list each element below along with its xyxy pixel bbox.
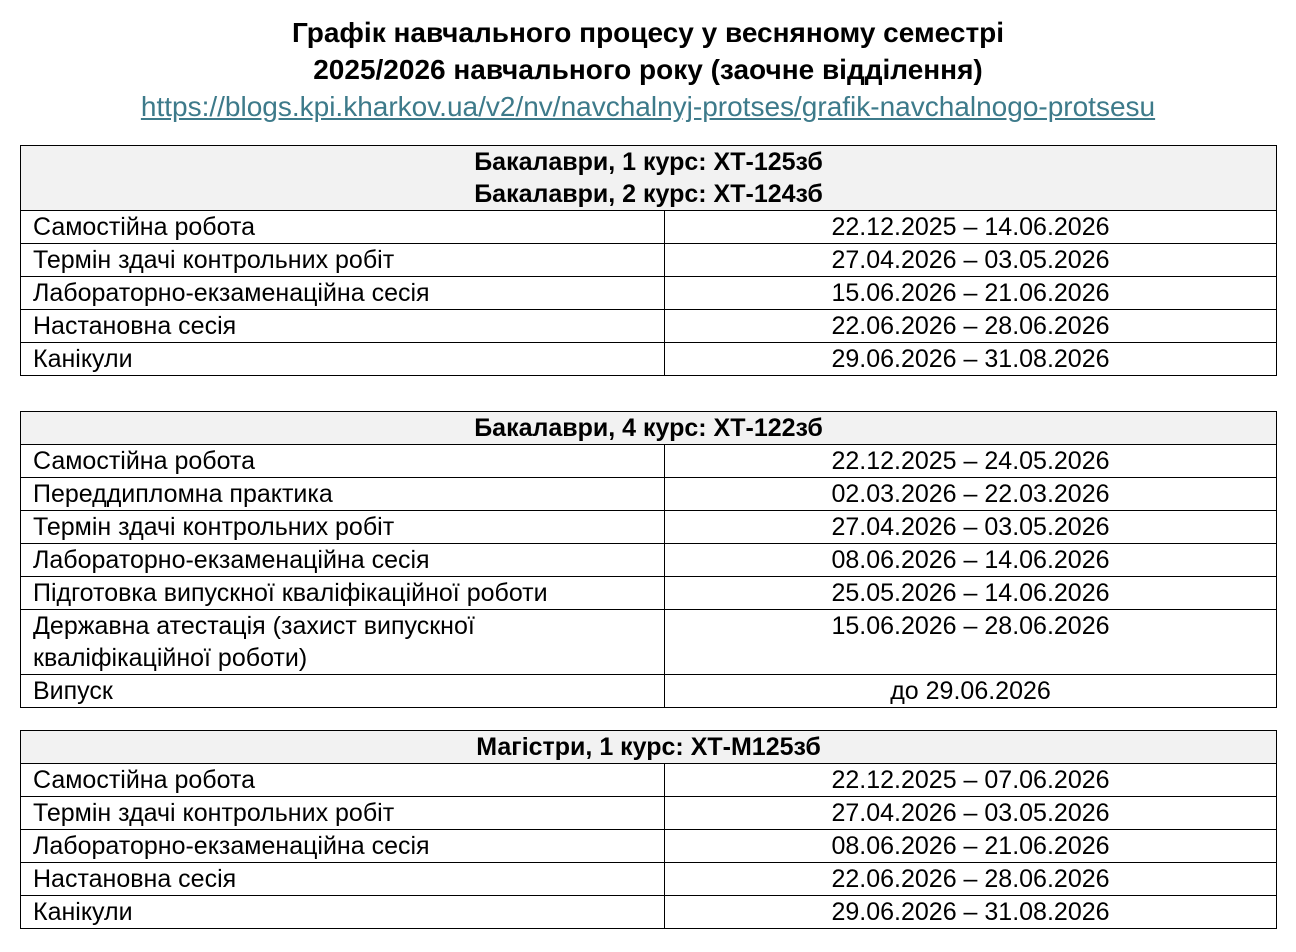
schedule-table-masters-1 — [20, 730, 1277, 929]
schedule-link[interactable]: https://blogs.kpi.kharkov.ua/v2/nv/navchalnyj-protses/grafik-navchalnogo-protsesu — [140, 91, 1156, 122]
table-heading-line: Бакалаври, 4 курс: ХТ-122зб — [474, 414, 823, 442]
activity-cell: Переддипломна практика — [21, 478, 665, 511]
activity-cell: Випуск — [21, 675, 665, 708]
period-cell: до 29.06.2026 — [665, 675, 1277, 708]
period-cell: 27.04.2026 – 03.05.2026 — [665, 511, 1277, 544]
page-header — [0, 14, 1296, 126]
table-row — [21, 544, 1277, 577]
activity-cell: Лабораторно-екзаменаційна сесія — [21, 277, 665, 310]
table-row — [21, 610, 1277, 675]
activity-cell: Термін здачі контрольних робіт — [21, 244, 665, 277]
table-heading — [21, 146, 1277, 211]
period-cell: 15.06.2026 – 21.06.2026 — [665, 277, 1277, 310]
period-cell: 29.06.2026 – 31.08.2026 — [665, 896, 1277, 929]
activity-cell: Настановна сесія — [21, 863, 665, 896]
table-row — [21, 797, 1277, 830]
activity-cell: Настановна сесія — [21, 310, 665, 343]
activity-cell: Самостійна робота — [21, 211, 665, 244]
activity-cell: Лабораторно-екзаменаційна сесія — [21, 830, 665, 863]
table-heading-row — [21, 731, 1277, 764]
activity-cell: Канікули — [21, 896, 665, 929]
table-heading-line: Бакалаври, 2 курс: ХТ-124зб — [474, 180, 823, 208]
table-row — [21, 277, 1277, 310]
table-row — [21, 764, 1277, 797]
table-row — [21, 310, 1277, 343]
page-title-line-1: Графік навчального процесу у весняному семестрі — [291, 17, 1005, 48]
activity-cell: Термін здачі контрольних робіт — [21, 797, 665, 830]
table-row — [21, 511, 1277, 544]
activity-cell: Лабораторно-екзаменаційна сесія — [21, 544, 665, 577]
table-row — [21, 896, 1277, 929]
activity-cell: Термін здачі контрольних робіт — [21, 511, 665, 544]
schedule-table-bachelors-1-2 — [20, 145, 1277, 376]
table-heading-row — [21, 146, 1277, 211]
table-heading-row — [21, 412, 1277, 445]
table-row — [21, 830, 1277, 863]
period-cell: 27.04.2026 – 03.05.2026 — [665, 244, 1277, 277]
page-title-line-2: 2025/2026 навчального року (заочне відділення) — [313, 54, 983, 85]
table-heading-line: Магістри, 1 курс: ХТ-М125зб — [476, 733, 821, 761]
activity-cell: Самостійна робота — [21, 764, 665, 797]
table-row — [21, 244, 1277, 277]
period-cell: 08.06.2026 – 21.06.2026 — [665, 830, 1277, 863]
activity-cell: Державна атестація (захист випускної кваліфікаційної роботи) — [21, 610, 665, 675]
table-row — [21, 577, 1277, 610]
period-cell: 22.06.2026 – 28.06.2026 — [665, 863, 1277, 896]
period-cell: 22.12.2025 – 07.06.2026 — [665, 764, 1277, 797]
table-heading-line: Бакалаври, 1 курс: ХТ-125зб — [474, 148, 823, 176]
table-row — [21, 445, 1277, 478]
period-cell: 15.06.2026 – 28.06.2026 — [665, 610, 1277, 675]
table-row — [21, 863, 1277, 896]
period-cell: 25.05.2026 – 14.06.2026 — [665, 577, 1277, 610]
schedule-table-bachelors-4 — [20, 411, 1277, 708]
period-cell: 22.06.2026 – 28.06.2026 — [665, 310, 1277, 343]
activity-cell: Підготовка випускної кваліфікаційної роботи — [21, 577, 665, 610]
period-cell: 27.04.2026 – 03.05.2026 — [665, 797, 1277, 830]
period-cell: 22.12.2025 – 24.05.2026 — [665, 445, 1277, 478]
period-cell: 08.06.2026 – 14.06.2026 — [665, 544, 1277, 577]
table-heading — [21, 731, 1277, 764]
activity-cell: Самостійна робота — [21, 445, 665, 478]
table-heading — [21, 412, 1277, 445]
period-cell: 22.12.2025 – 14.06.2026 — [665, 211, 1277, 244]
table-row — [21, 343, 1277, 376]
table-row — [21, 211, 1277, 244]
period-cell: 02.03.2026 – 22.03.2026 — [665, 478, 1277, 511]
activity-cell: Канікули — [21, 343, 665, 376]
period-cell: 29.06.2026 – 31.08.2026 — [665, 343, 1277, 376]
table-row — [21, 675, 1277, 708]
table-row — [21, 478, 1277, 511]
